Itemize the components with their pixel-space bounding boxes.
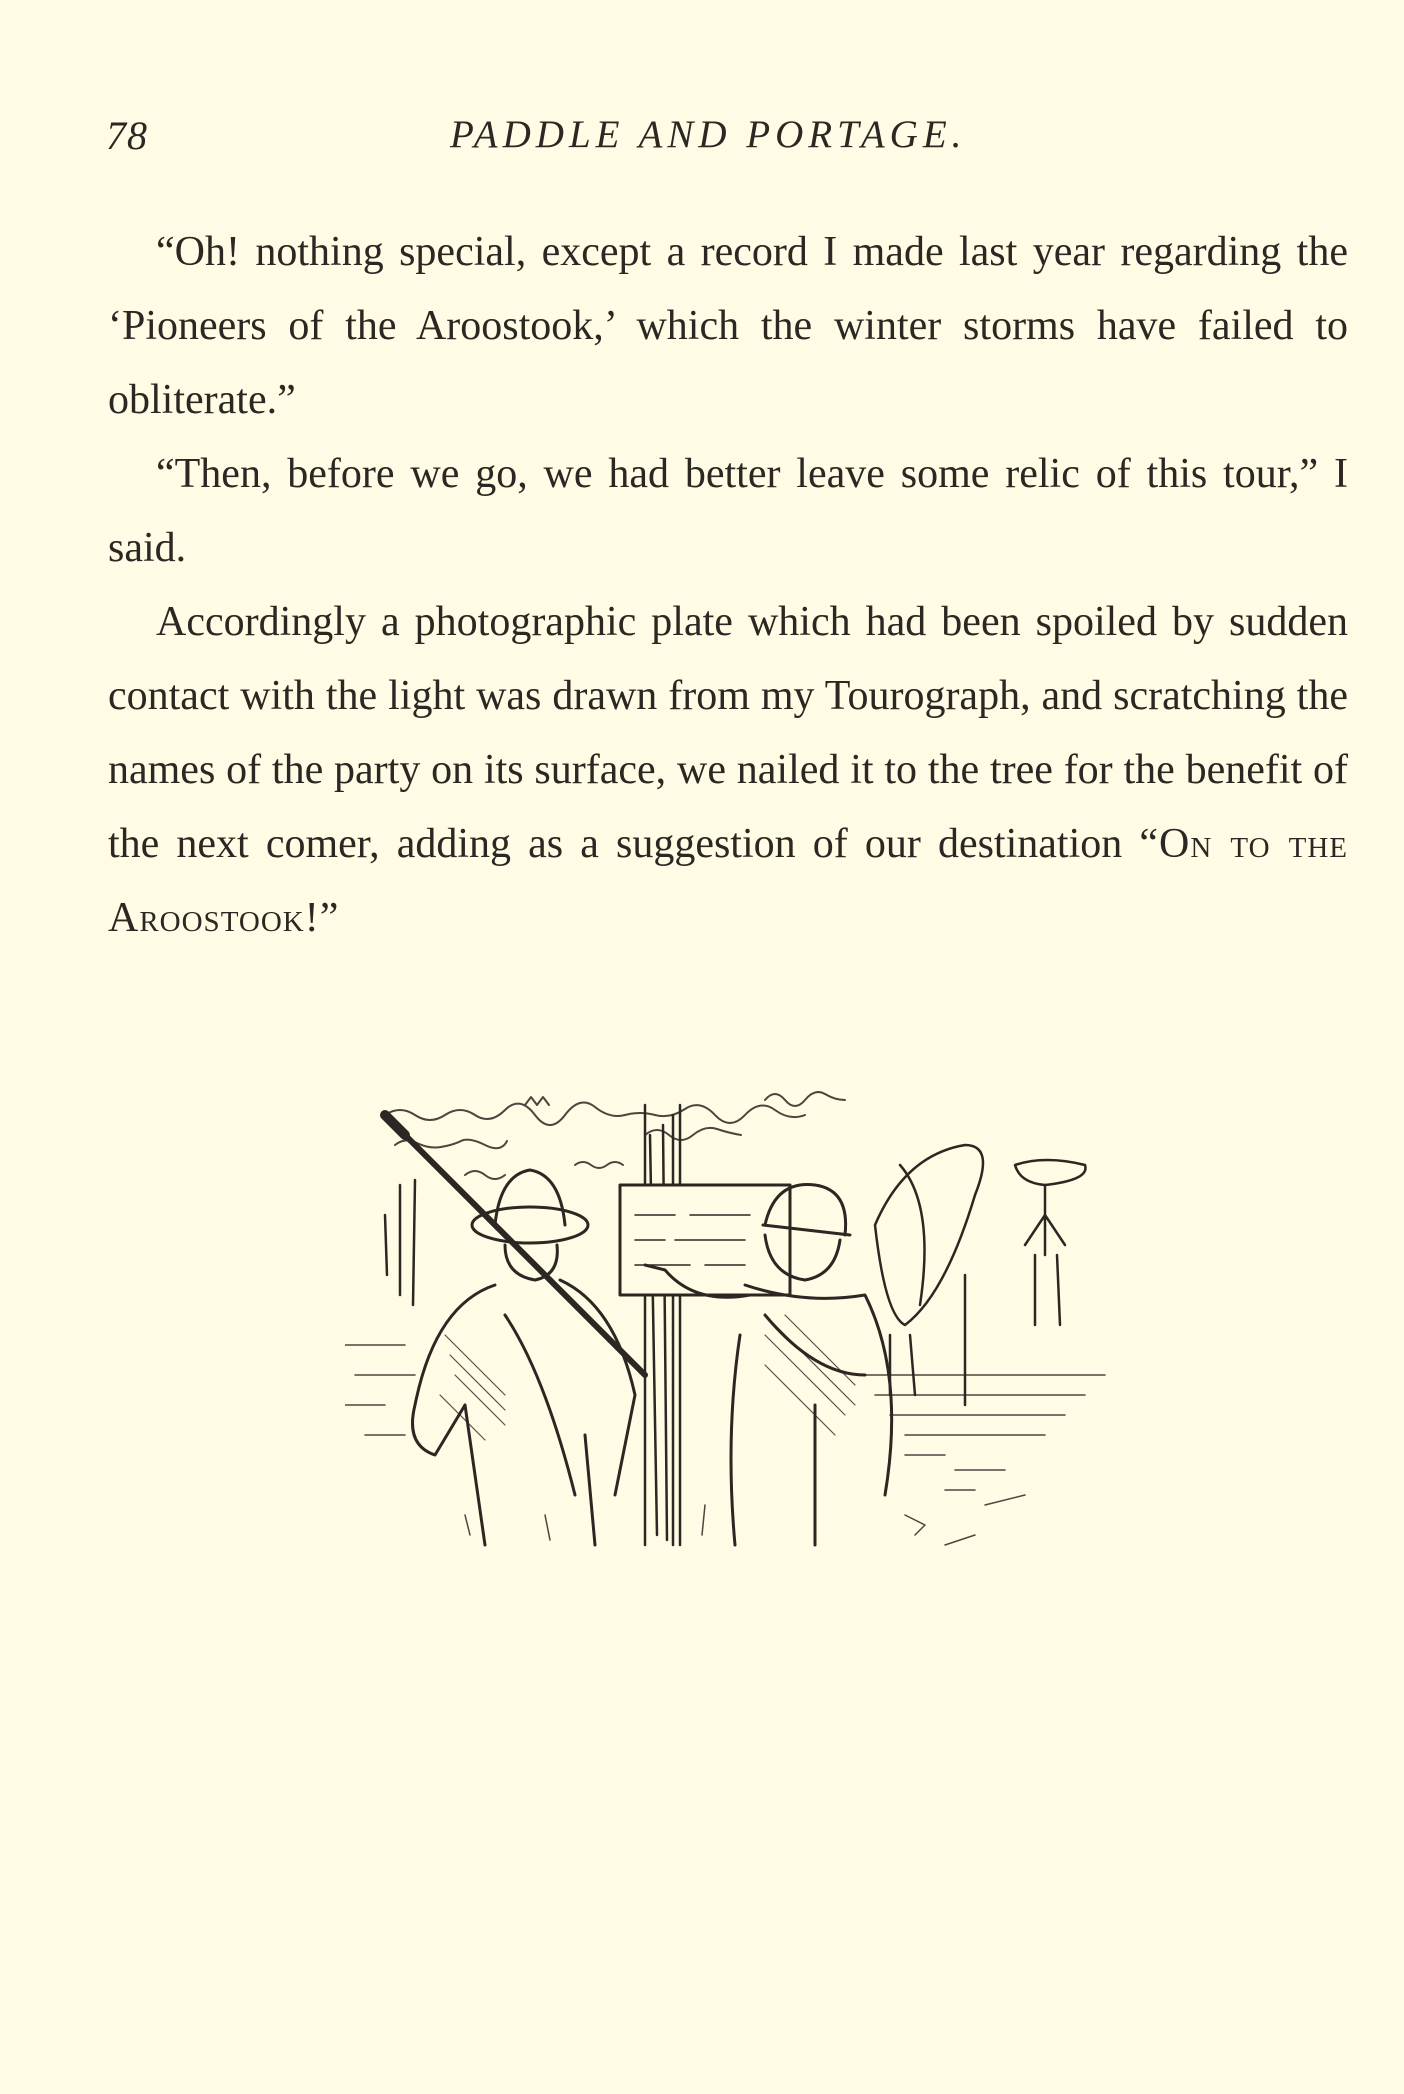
paragraph-1 [108, 215, 1348, 437]
body-text [108, 215, 1348, 955]
page-number: 78 [106, 113, 148, 158]
running-head [100, 112, 1350, 172]
running-title: PADDLE AND PORTAGE. [450, 113, 967, 156]
paragraph-2 [108, 437, 1348, 585]
engraving-icon [345, 1075, 1125, 1575]
engraving-illustration [345, 1075, 1125, 1575]
destination-small-caps: “On to the Aroostook!” [108, 821, 1348, 941]
paragraph-3 [108, 585, 1348, 955]
paragraph-3-text: Accordingly a photographic plate which had been spoiled by sudden contact with the light was drawn from my Tourograph, and scratching the names of the party on its surface, we nailed it to the tree for the benefit of the next comer, adding as a suggestion of our destination [108, 599, 1348, 867]
paragraph-1-text: “Oh! nothing special, except a record I made last year regarding the ‘Pioneers of the Aroostook,’ which the winter storms have failed to obliterate.” [108, 229, 1348, 423]
paragraph-2-text: “Then, before we go, we had better leave some relic of this tour,” I said. [108, 451, 1348, 571]
